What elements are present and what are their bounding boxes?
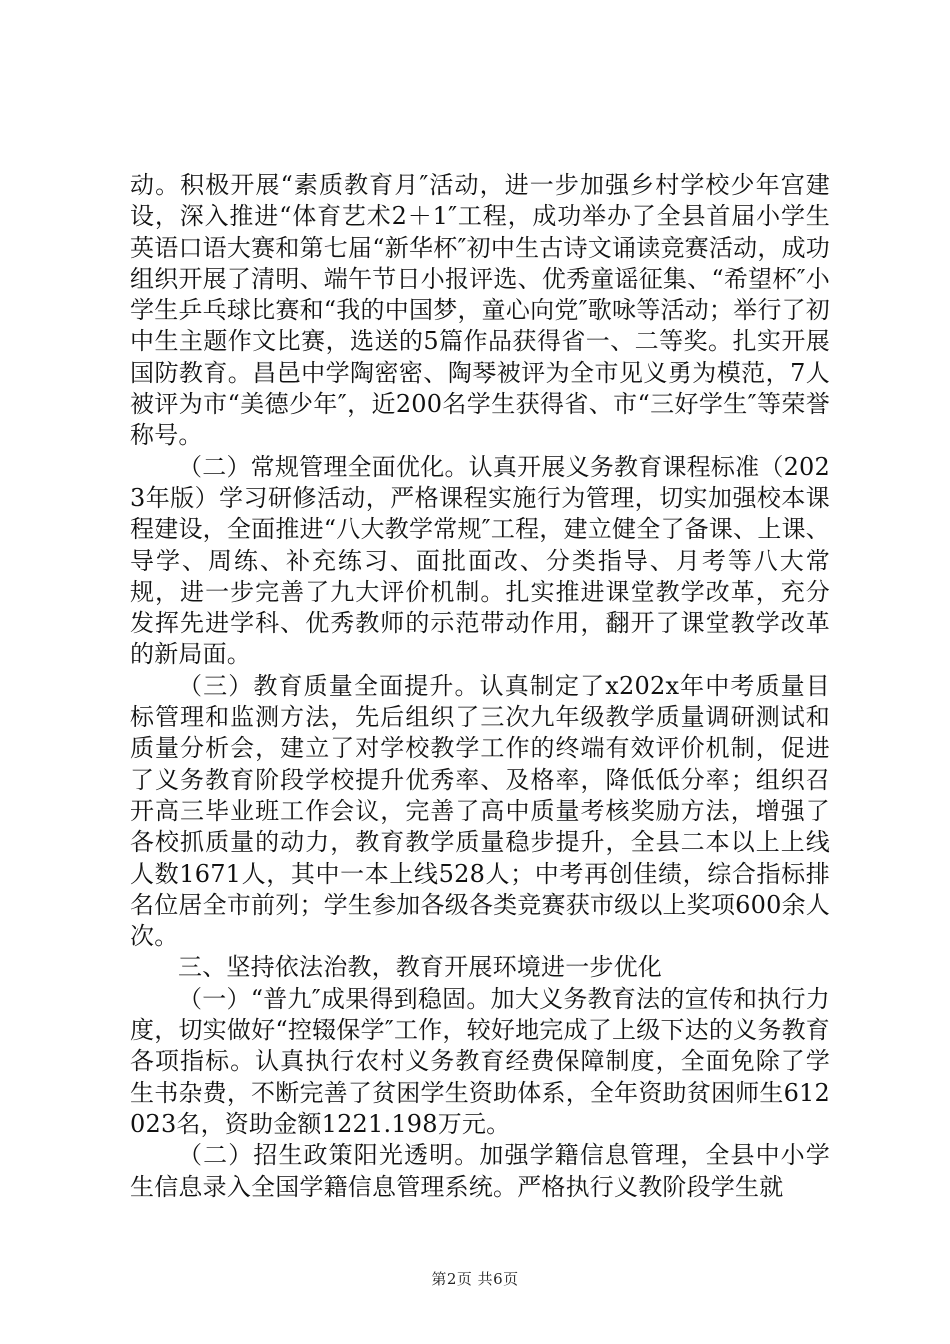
paragraph-education-quality: （三）教育质量全面提升。认真制定了x202x年中考质量目标管理和监测方法，先后组织了三次九年级教学质量调研测试和质量分析会，建立了对学校教学工作的终端有效评价机制，促进了义务教育阶段学校提升优秀率、及格率，降低低分率；组织召开高三毕业班工作会议，完善了高中质量考核奖励方法，增强了各校抓质量的动力，教育教学质量稳步提升，全县二本以上上线人数1671人，其中一本上线528人；中考再创佳绩，综合指标排名位居全市前列；学生参加各级各类竞赛获市级以上奖项600余人次。 — [130, 671, 830, 951]
section-heading-law-based-education: 三、坚持依法治教，教育开展环境进一步优化 — [178, 953, 662, 982]
paragraph-compulsory-education: （一）“普九″成果得到稳固。加大义务教育法的宣传和执行力度，切实做好“控辍保学″工作，较好地完成了上级下达的义务教育各项指标。认真执行农村义务教育经费保障制度，全面免除了学生书杂费，不断完善了贫困学生资助体系，全年资助贫困师生612023名，资助金额1221.198万元。 — [130, 984, 830, 1138]
paragraph-enrollment-policy: （二）招生政策阳光透明。加强学籍信息管理，全县中小学生信息录入全国学籍信息管理系统。严格执行义教阶段学生就 — [130, 1141, 830, 1201]
paragraph-continuation: 动。积极开展“素质教育月″活动，进一步加强乡村学校少年宫建设，深入推进“体育艺术2＋1″工程，成功举办了全县首届小学生英语口语大赛和第七届“新华杯″初中生古诗文诵读竞赛活动，成功组织开展了清明、端午节日小报评选、优秀童谣征集、“希望杯″小学生乒乓球比赛和“我的中国梦，童心向党″歌咏等活动；举行了初中生主题作文比赛，选送的5篇作品获得省一、二等奖。扎实开展国防教育。昌邑中学陶密密、陶琴被评为全市见义勇为模范，7人被评为市“美德少年″，近200名学生获得省、市“三好学生″等荣誉称号。 — [130, 171, 830, 450]
document-body — [130, 170, 830, 1203]
page-number-footer: 第2页 共6页 — [431, 1270, 519, 1288]
paragraph-routine-management: （二）常规管理全面优化。认真开展义务教育课程标准（2023年版）学习研修活动，严格课程实施行为管理，切实加强校本课程建设，全面推进“八大教学常规″工程，建立健全了备课、上课、导学、周练、补充练习、面批面改、分类指导、月考等八大常规，进一步完善了九大评价机制。扎实推进课堂教学改革，充分发挥先进学科、优秀教师的示范带动作用，翻开了课堂教学改革的新局面。 — [130, 452, 830, 669]
